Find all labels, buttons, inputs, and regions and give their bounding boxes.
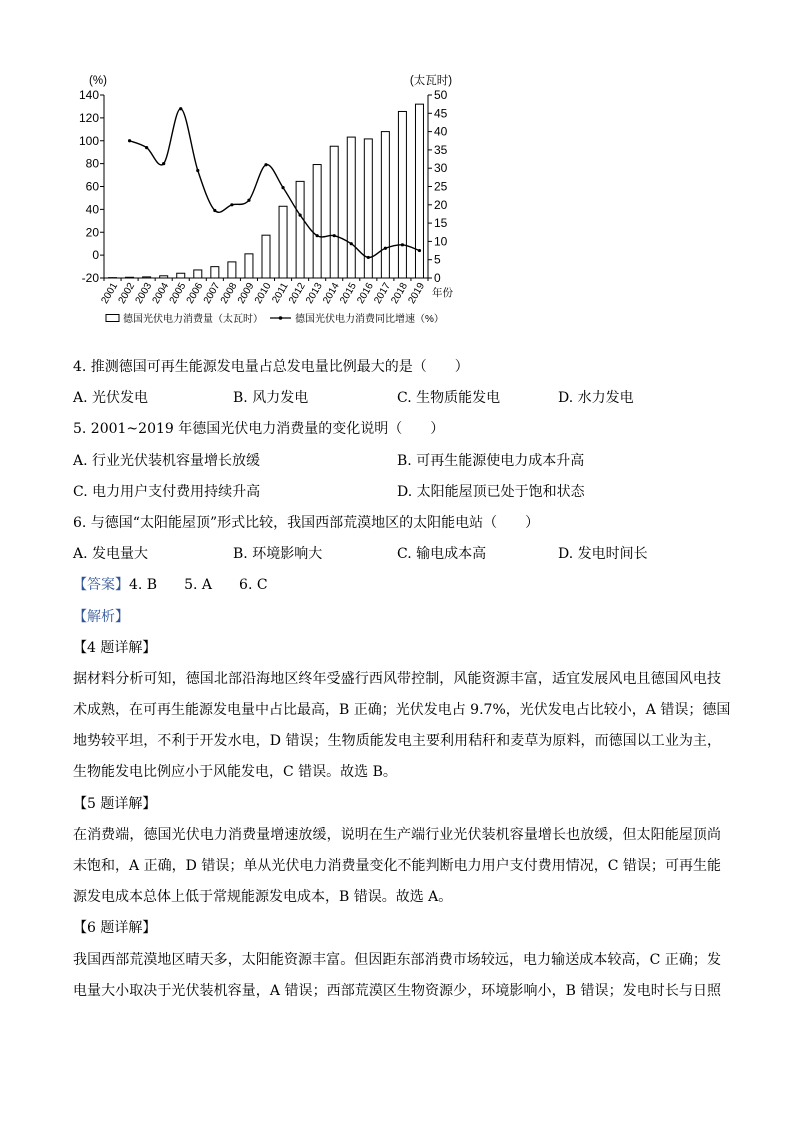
growth-line-marker bbox=[213, 209, 216, 212]
question-4-options bbox=[73, 383, 721, 414]
question-5-option-a: A. 行业光伏装机容量增长放缓 bbox=[73, 452, 261, 469]
answer-label: 【答案】 bbox=[73, 577, 129, 594]
question-6-option-c: C. 输电成本高 bbox=[397, 546, 487, 563]
right-axis-tick-label: 35 bbox=[434, 142, 448, 157]
bar bbox=[381, 132, 389, 278]
growth-line-marker bbox=[128, 139, 131, 142]
question-6-stem: 6. 与德国“太阳能屋顶”形式比较，我国西部荒漠地区的太阳能电站（ ） bbox=[73, 514, 540, 531]
question-4-option-a: A. 光伏发电 bbox=[73, 390, 149, 407]
question-5-options-row-2 bbox=[73, 477, 721, 508]
paragraph-line: 生物能发电比例应小于风能发电，C 错误。故选 B。 bbox=[73, 764, 397, 781]
left-axis-tick-label: 140 bbox=[78, 88, 99, 102]
x-axis-tick-label: 2003 bbox=[133, 281, 155, 306]
analysis-label: 【解析】 bbox=[73, 608, 129, 625]
left-axis-tick-label: 100 bbox=[78, 133, 99, 148]
growth-line-marker bbox=[350, 242, 353, 245]
left-axis-ticks bbox=[100, 95, 104, 278]
x-axis-tick-label: 2014 bbox=[321, 281, 342, 306]
growth-line-marker bbox=[264, 163, 267, 166]
growth-line-marker bbox=[196, 169, 199, 172]
section-heading: 【5 题详解】 bbox=[73, 795, 157, 812]
question-4-stem: 4. 推测德国可再生能源发电量占总发电量比例最大的是（ ） bbox=[73, 359, 469, 375]
x-axis-tick-label: 2002 bbox=[116, 281, 138, 306]
answer-item: 6. C bbox=[239, 577, 268, 594]
bar bbox=[228, 262, 236, 278]
legend-bar-label: 德国光伏电力消费量（太瓦时） bbox=[123, 314, 263, 325]
left-axis-tick-label: 40 bbox=[85, 202, 99, 217]
left-axis-tick-label: 20 bbox=[85, 225, 99, 240]
x-axis-tick-label: 2013 bbox=[304, 281, 325, 306]
right-axis-tick-label: 15 bbox=[434, 216, 448, 231]
growth-line-marker bbox=[247, 199, 250, 202]
growth-line bbox=[130, 109, 420, 258]
bar bbox=[194, 270, 202, 278]
answer-item: 5. A bbox=[184, 577, 213, 594]
growth-line-marker bbox=[333, 234, 336, 237]
question-5-stem: 5. 2001~2019 年德国光伏电力消费量的变化说明（ ） bbox=[73, 421, 445, 438]
section-heading: 【6 题详解】 bbox=[73, 920, 157, 937]
bar bbox=[347, 137, 355, 278]
legend bbox=[106, 312, 444, 325]
bar bbox=[296, 181, 304, 278]
growth-line-marker bbox=[418, 249, 421, 252]
bar-series bbox=[109, 104, 424, 278]
question-6-option-a: A. 发电量大 bbox=[73, 546, 149, 563]
growth-line-marker bbox=[367, 256, 370, 259]
question-5-option-d: D. 太阳能屋顶已处于饱和状态 bbox=[397, 483, 585, 500]
bar bbox=[262, 235, 270, 278]
left-axis-tick-label: 120 bbox=[78, 110, 99, 125]
x-axis-tick-label: 2012 bbox=[287, 281, 308, 306]
left-axis-tick-label: 0 bbox=[92, 248, 99, 263]
x-axis-tick-labels bbox=[99, 281, 427, 306]
question-6-option-d: D. 发电时间长 bbox=[558, 546, 648, 563]
paragraph-line: 术成熟，在可再生能源发电量中占比最高，B 正确；光伏发电占 9.7%，光伏发电占比较小，A 错误；德国 bbox=[73, 702, 731, 719]
growth-line-marker bbox=[145, 146, 148, 149]
question-5-option-c: C. 电力用户支付费用持续升高 bbox=[73, 483, 261, 500]
right-axis-tick-label: 0 bbox=[434, 271, 441, 285]
x-axis-tick-label: 2001 bbox=[99, 281, 121, 306]
left-axis-tick-label: 60 bbox=[85, 179, 99, 194]
bar bbox=[211, 267, 219, 278]
question-4-option-d: D. 水力发电 bbox=[558, 390, 634, 407]
growth-line-marker bbox=[401, 243, 404, 246]
growth-line-marker bbox=[384, 247, 387, 250]
growth-line-marker bbox=[299, 213, 302, 216]
paragraph-line: 电量大小取决于光伏装机容量，A 错误；西部荒漠区生物资源少，环境影响小，B 错误；发电时长与日照 bbox=[73, 982, 721, 999]
question-5-option-b: B. 可再生能源使电力成本升高 bbox=[397, 452, 585, 469]
right-axis-tick-label: 45 bbox=[434, 106, 448, 121]
paragraph-line: 地势较平坦，不利于开发水电，D 错误；生物质能发电主要利用秸秆和麦草为原料，而德国以工业为主， bbox=[73, 733, 721, 750]
growth-line-marker bbox=[179, 107, 182, 110]
legend-line-marker bbox=[279, 316, 283, 320]
x-axis-title: 年份 bbox=[432, 287, 453, 299]
x-axis-tick-label: 2005 bbox=[167, 281, 189, 306]
x-axis-tick-label: 2010 bbox=[252, 281, 274, 306]
right-axis-tick-label: 10 bbox=[434, 234, 448, 249]
growth-line-marker bbox=[316, 234, 319, 237]
answer-row bbox=[73, 570, 721, 601]
answer-item: 4. B bbox=[129, 577, 158, 594]
x-axis-tick-label: 2011 bbox=[270, 281, 291, 306]
legend-line-label: 德国光伏电力消费同比增速（%） bbox=[295, 314, 444, 325]
document-body bbox=[73, 352, 731, 1007]
left-axis-tick-labels bbox=[79, 88, 99, 285]
paragraph-line: 我国西部荒漠地区晴天多，太阳能资源丰富。但因距东部消费市场较远，电力输送成本较高，C 正确；发 bbox=[73, 951, 721, 968]
left-axis-unit-label: (%) bbox=[89, 75, 107, 87]
right-axis-tick-label: 40 bbox=[434, 124, 448, 139]
right-axis-tick-label: 25 bbox=[434, 179, 448, 194]
x-axis-tick-label: 2007 bbox=[201, 281, 223, 306]
bar bbox=[279, 206, 287, 278]
x-axis-tick-label: 2008 bbox=[218, 281, 240, 306]
bar bbox=[313, 165, 321, 278]
right-axis-tick-label: 20 bbox=[434, 197, 448, 212]
bar bbox=[177, 273, 185, 278]
bar bbox=[245, 254, 253, 278]
chart bbox=[0, 0, 794, 330]
paragraph-line: 据材料分析可知，德国北部沿海地区终年受盛行西风带控制，风能资源丰富，适宜发展风电且德国风电技 bbox=[73, 670, 721, 687]
bar bbox=[330, 146, 338, 278]
growth-line-marker bbox=[281, 186, 284, 189]
right-axis-tick-label: 30 bbox=[434, 161, 448, 176]
bar bbox=[398, 111, 406, 278]
left-axis-tick-label: -20 bbox=[81, 271, 99, 285]
paragraph-line: 在消费端，德国光伏电力消费量增速放缓，说明在生产端行业光伏装机容量增长也放缓，但太阳能屋顶尚 bbox=[73, 826, 721, 843]
x-axis-tick-label: 2018 bbox=[389, 281, 411, 306]
legend-bar-swatch bbox=[106, 315, 119, 322]
paragraph-line: 未饱和，A 正确，D 错误；单从光伏电力消费量变化不能判断电力用户支付费用情况，C 错误；可再生能 bbox=[73, 858, 721, 874]
right-axis-tick-labels bbox=[434, 88, 448, 285]
x-axis-tick-label: 2016 bbox=[355, 281, 376, 306]
paragraph-line: 源发电成本总体上低于常规能源发电成本，B 错误。故选 A。 bbox=[73, 889, 453, 906]
growth-line-marker bbox=[162, 162, 165, 165]
line-markers bbox=[128, 107, 421, 259]
question-6-options bbox=[73, 539, 721, 570]
section-heading: 【4 题详解】 bbox=[73, 639, 157, 656]
question-6-option-b: B. 环境影响大 bbox=[233, 546, 323, 563]
question-5-options-row-1 bbox=[73, 446, 721, 477]
x-axis-tick-label: 2004 bbox=[150, 281, 172, 306]
x-axis-tick-label: 2017 bbox=[372, 281, 393, 306]
question-4-option-c: C. 生物质能发电 bbox=[397, 390, 501, 407]
right-axis-unit-label: (太瓦时) bbox=[409, 75, 453, 87]
growth-line-marker bbox=[230, 203, 233, 206]
x-axis-tick-label: 2009 bbox=[235, 281, 257, 306]
left-axis-tick-label: 80 bbox=[85, 156, 99, 171]
x-axis-tick-label: 2006 bbox=[184, 281, 206, 306]
question-4-option-b: B. 风力发电 bbox=[233, 390, 309, 407]
right-axis-tick-label: 50 bbox=[434, 88, 448, 102]
right-axis-tick-label: 5 bbox=[434, 252, 441, 267]
right-axis-ticks bbox=[428, 95, 432, 278]
line-series bbox=[130, 109, 420, 258]
x-axis-tick-label: 2015 bbox=[338, 281, 359, 306]
x-axis-tick-label: 2019 bbox=[406, 281, 428, 306]
